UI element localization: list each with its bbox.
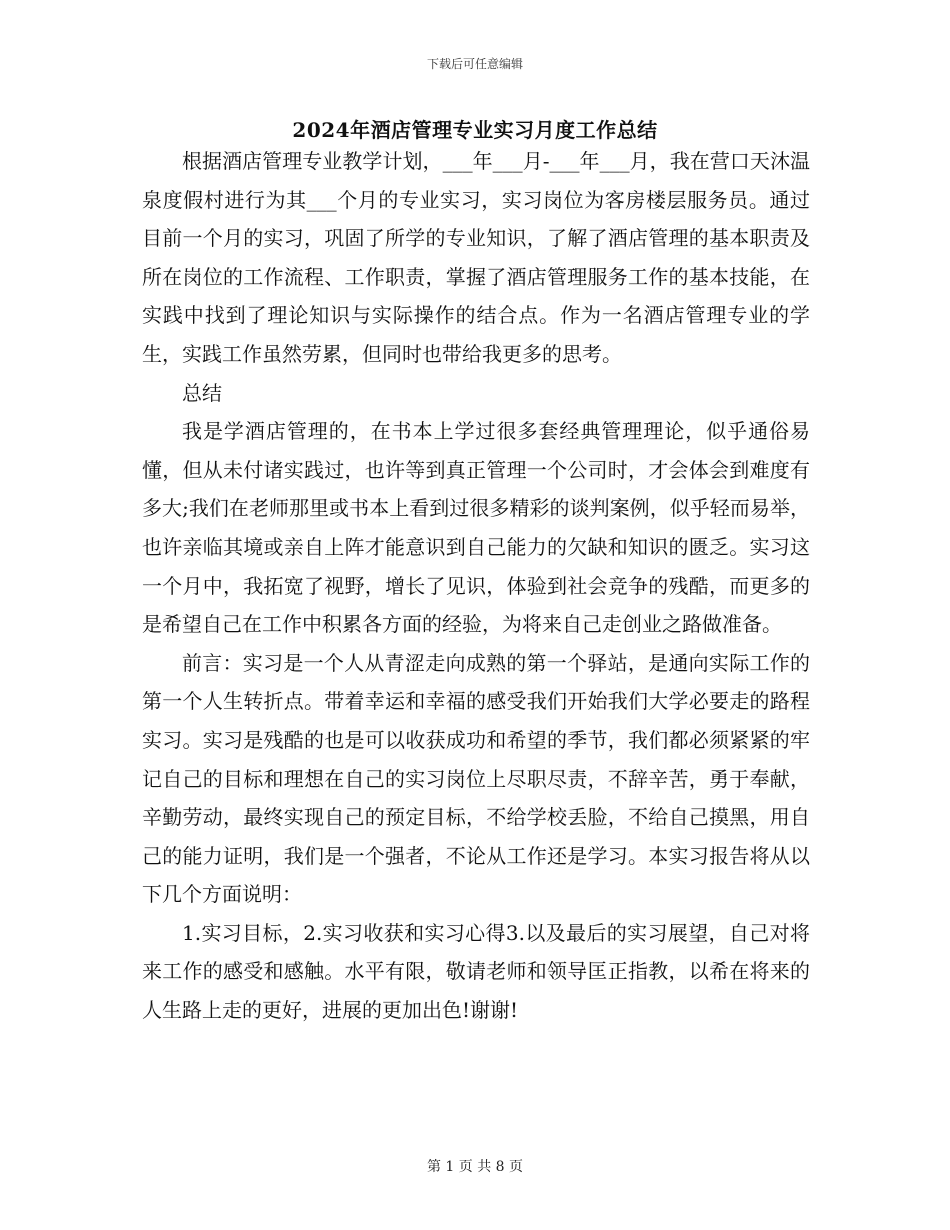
document-title: 2024年酒店管理专业实习月度工作总结: [292, 118, 658, 142]
paragraph-preface: 前言：实习是一个人从青涩走向成熟的第一个驿站，是通向实际工作的第一个人生转折点。带着幸运和幸福的感受我们开始我们大学必要走的路程实习。实习是残酷的也是可以收获成功和希望的季节，我们都必须紧紧的牢记自己的目标和理想在自己的实习岗位上尽职尽责，不辞辛苦，勇于奉献，辛勤劳动，最终实现自己的预定目标，不给学校丢脸，不给自己摸黑，用自己的能力证明，我们是一个强者，不论从工作还是学习。本实习报告将从以下几个方面说明：: [142, 650, 810, 907]
paragraph-summary: 我是学酒店管理的，在书本上学过很多套经典管理理论，似乎通俗易懂，但从未付诸实践过，也许等到真正管理一个公司时，才会体会到难度有多大;我们在老师那里或书本上看到过很多精彩的谈判案例，似乎轻而易举，也许亲临其境或亲自上阵才能意识到自己能力的欠缺和知识的匮乏。实习这一个月中，我拓宽了视野，增长了见识，体验到社会竞争的残酷，而更多的是希望自己在工作中积累各方面的经验，为将来自己走创业之路做准备。: [142, 419, 810, 637]
page-footer: 第 1 页 共 8 页: [426, 1159, 524, 1175]
paragraph-outline: 1.实习目标，2.实习收获和实习心得3.以及最后的实习展望，自己对将来工作的感受和感触。水平有限，敬请老师和领导匡正指教，以希在将来的人生路上走的更好，进展的更加出色!谢谢!: [142, 920, 810, 1023]
header-note: 下载后可任意编辑: [426, 57, 523, 71]
paragraph-summary-heading: 总结: [182, 380, 222, 405]
document-body: [142, 142, 810, 1030]
paragraph-intro: 根据酒店管理专业教学计划，___年___月-___年___月，我在营口天沐温泉度假村进行为其___个月的专业实习，实习岗位为客房楼层服务员。通过目前一个月的实习，巩固了所学的专业知识，了解了酒店管理的基本职责及所在岗位的工作流程、工作职责，掌握了酒店管理服务工作的基本技能，在实践中找到了理论知识与实际操作的结合点。作为一名酒店管理专业的学生，实践工作虽然劳累，但同时也带给我更多的思考。: [142, 149, 810, 366]
